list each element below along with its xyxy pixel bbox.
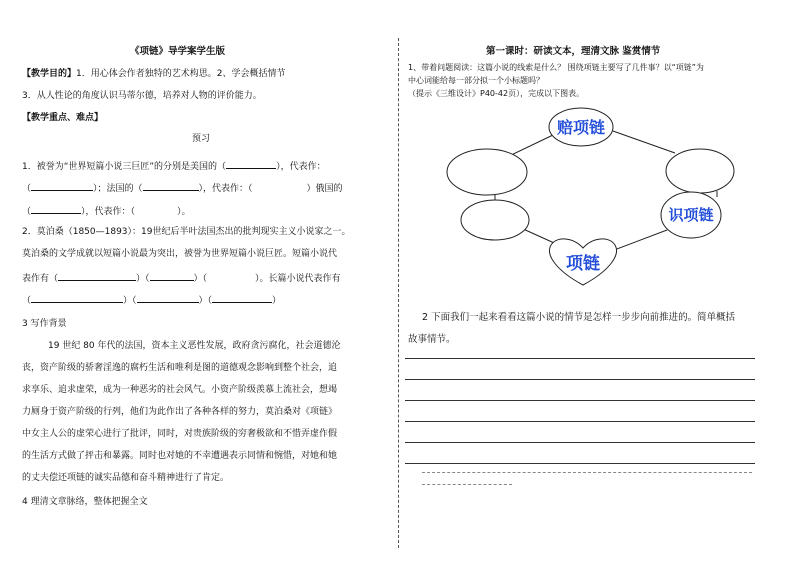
q2-plot-line-2: 故事情节。 <box>408 334 456 345</box>
q2-sep-1: ）（ <box>136 274 150 284</box>
q1-line-2 <box>22 180 343 195</box>
blank-novel-2[interactable] <box>137 292 199 303</box>
objectives-text-1: 1．用心体会作者独特的艺术构思。2、学会概括情节 <box>76 69 286 79</box>
answer-line[interactable] <box>405 442 755 443</box>
intro-line-3: （提示《三维设计》P40-42页），完成以下图表。 <box>408 89 585 98</box>
background-para-7: 的丈夫偿还项链的诚实品德和奋斗精神进行了肯定。 <box>22 473 230 483</box>
oval-node <box>461 200 529 240</box>
oval-node <box>666 149 734 193</box>
background-para-1: 19 世纪 80 年代的法国，资本主义恶性发展，政府贪污腐化，社会道德沦 <box>48 341 341 351</box>
q1-end-3: ）。 <box>177 207 191 217</box>
section4-label: 4 理清文章脉络，整体把握全文 <box>22 497 148 507</box>
diagram-node-recognize: 识项链 <box>668 206 714 224</box>
q2-sep-4b: ）（ <box>198 296 213 306</box>
background-para-6: 的生活方式做了抨击和暴露。同时也对她的不幸遭遇表示同情和惋惜，对她和她 <box>22 451 338 461</box>
connector-line <box>507 135 553 157</box>
blank-short-story-1[interactable] <box>58 270 136 281</box>
oval-node <box>447 149 527 195</box>
intro-line-2: 中心词能给每一部分拟一个小标题吗？ <box>408 76 544 85</box>
answer-line[interactable] <box>405 379 755 380</box>
plot-cycle-diagram <box>445 105 765 305</box>
q2-novel-label: ）。长篇小说代表作有 <box>255 274 341 284</box>
objectives-line-2: 3．从人性论的角度认识马蒂尔德，培养对人物的评价能力。 <box>22 91 262 101</box>
q1-russia: ）俄国的 <box>306 184 343 194</box>
q1-paren: （ <box>22 184 32 194</box>
blank-usa-works[interactable] <box>31 180 93 191</box>
q2-line-2: 莫泊桑的文学成就以短篇小说最为突出，被誉为世界短篇小说巨匠。短篇小说代 <box>22 249 338 259</box>
column-divider <box>398 38 399 548</box>
blank-novel-3[interactable] <box>212 292 272 303</box>
page-title: 《项链》导学案学生版 <box>130 46 226 57</box>
q1-france: ）；法国的（ <box>93 184 143 194</box>
q1-line-1-text: 1．被誉为“世界短篇小说三巨匠”的分别是美国的（ <box>22 162 227 172</box>
q1-line-1 <box>22 158 326 173</box>
lesson-title: 第一课时：研读文本，理清文脉 鉴赏情节 <box>486 46 661 57</box>
q2-paren-4: （ <box>22 296 32 306</box>
q2-sep-2: ）（ <box>193 274 208 284</box>
answer-line[interactable] <box>405 421 755 422</box>
background-para-2: 丧，资产阶级的骄奢淫逸的腐朽生活和唯利是图的道德观念影响到整个社会，追 <box>22 363 338 373</box>
q1-paren-3: （ <box>22 207 32 217</box>
q2-line-4 <box>22 292 281 307</box>
q2-line-1: 2．莫泊桑（1850—1893）：19世纪后半叶法国杰出的批判现实主义小说家之一。 <box>22 227 351 237</box>
diagram-node-necklace: 项链 <box>566 254 600 274</box>
blank-usa-author[interactable] <box>226 158 276 169</box>
background-label: 3 写作背景 <box>22 319 67 329</box>
right-column <box>400 0 794 570</box>
background-para-5: 中女主人公的虚荣心进行了批评，同时，对贵族阶级的穷奢极欲和不惜弄虚作假 <box>22 429 338 439</box>
background-para-3: 求享乐、追求虚荣，成为一种恶劣的社会风气。小资产阶级羡慕上流社会，想竭 <box>22 385 338 395</box>
background-para-4: 力厕身于资产阶级的行列，他们为此作出了各种各样的努力，莫泊桑对《项链》 <box>22 407 338 417</box>
blank-russia-author[interactable] <box>31 203 81 214</box>
q2-sep-4a: ）（ <box>123 296 137 306</box>
q1-line-3 <box>22 203 191 218</box>
objectives-label: 【教学目的】 <box>22 69 77 79</box>
q1-works-label-3: ），代表作：（ <box>81 207 136 217</box>
diagram-node-compensate: 赔项链 <box>556 118 606 137</box>
preview-heading: 预习 <box>192 134 211 144</box>
connector-line <box>613 131 675 153</box>
q2-end-4: ） <box>272 296 282 306</box>
blank-france-author[interactable] <box>143 180 199 191</box>
q2-line-3 <box>22 270 341 285</box>
objectives-line-1 <box>22 68 285 80</box>
q2-plot-line-1: 2 下面我们一起来看看这篇小说的情节是怎样一步步向前推进的。简单概括 <box>422 312 736 323</box>
answer-line[interactable] <box>405 400 755 401</box>
answer-dashed-line[interactable] <box>422 484 512 485</box>
intro-line-1: 1、带着问题阅读：这篇小说的线索是什么？ 围绕项链主要写了几件事？以“项链”为 <box>408 63 704 72</box>
q1-line-1-end: ），代表作： <box>276 162 326 172</box>
q2-works-label: 表作有（ <box>22 274 59 284</box>
keypoints-label: 【教学重点、难点】 <box>22 113 104 123</box>
answer-line[interactable] <box>405 463 755 464</box>
left-column <box>0 0 396 570</box>
answer-line[interactable] <box>405 358 755 359</box>
q1-works-label: ），代表作：（ <box>198 184 253 194</box>
blank-novel-1[interactable] <box>31 292 123 303</box>
blank-short-story-2[interactable] <box>150 270 194 281</box>
answer-dashed-line[interactable] <box>422 472 752 473</box>
